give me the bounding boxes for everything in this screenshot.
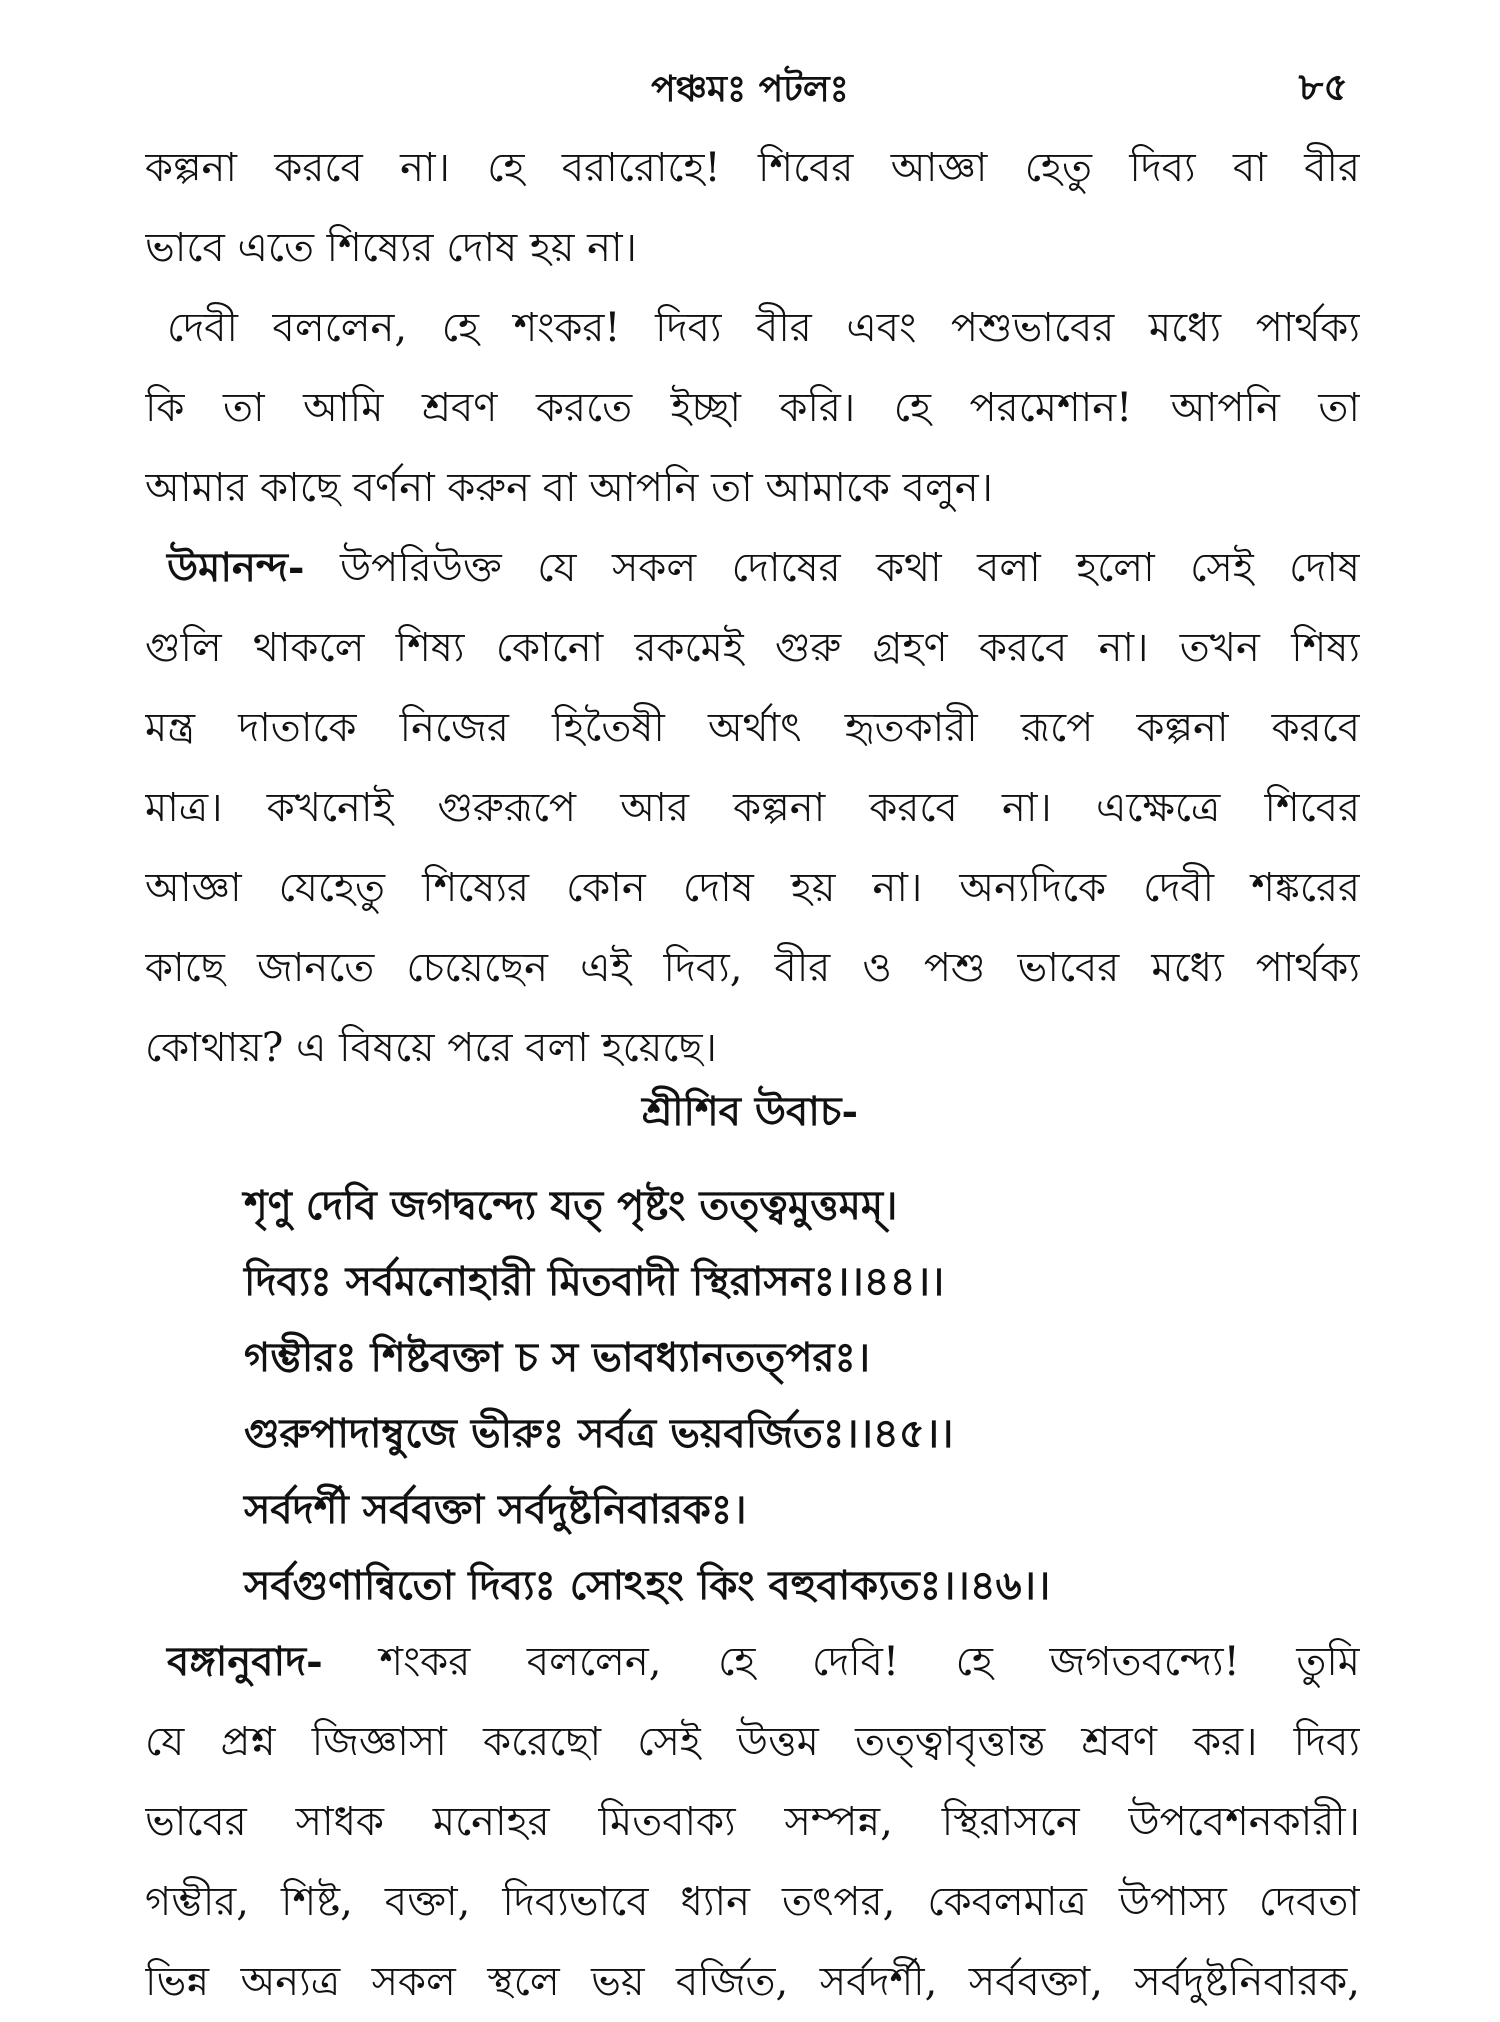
commentary-first-line [145,528,1360,608]
text-line: ভাবের সাধক মনোহর মিতবাক্য সম্পন্ন, স্থিরাসনে উপবেশনকারী। [145,1799,1360,1845]
text-line: ভাবে এতে শিষ্যের দোষ হয় না। [145,225,637,271]
verse-line: গম্ভীরঃ শিষ্টবক্তা চ স ভাবধ্যানতত্পরঃ। [244,1334,871,1381]
text-line: মন্ত্র দাতাকে নিজের হিতৈষী অর্থাৎ হৃতকারী রূপে কল্পনা করবে [145,705,1360,751]
verse-line: সর্বগুণান্বিতো দিব্যঃ সোঽহং কিং বহুবাক্যতঃ।।৪৬।। [244,1562,1051,1609]
text-line: কি তা আমি শ্রবণ করতে ইচ্ছা করি। হে পরমেশান! আপনি তা [145,385,1360,431]
translation-first-line [145,1622,1360,1702]
text-line: কোথায়? এ বিষয়ে পরে বলা হয়েছে। [145,1025,717,1071]
translation-label: বঙ্গানুবাদ- [167,1638,323,1685]
section-heading: শ্রীশিব উবাচ- [641,1088,859,1135]
text-line: কল্পনা করবে না। হে বরারোহে! শিবের আজ্ঞা হেতু দিব্য বা বীর [145,145,1360,191]
text-line: কাছে জানতে চেয়েছেন এই দিব্য, বীর ও পশু ভাবের মধ্যে পার্থক্য [145,945,1360,991]
verse-line: গুরুপাদাম্বুজে ভীরুঃ সর্বত্র ভয়বর্জিতঃ।।৪৫।। [244,1410,954,1457]
translation-first-text: শংকর বললেন, হে দেবি! হে জগতবন্দ্যে! তুমি [322,1639,1360,1685]
text-line: যে প্রশ্ন জিজ্ঞাসা করেছো সেই উত্তম তত্ত্বাবৃত্তান্ত শ্রবণ কর। দিব্য [145,1719,1360,1765]
text-line: আজ্ঞা যেহেতু শিষ্যের কোন দোষ হয় না। অন্যদিকে দেবী শঙ্করের [145,865,1360,911]
page-header [140,58,1360,118]
verse-block [244,1168,1344,1624]
commentary-label: উমানন্দ- [167,544,305,591]
text-line: মাত্র। কখনোই গুরুরূপে আর কল্পনা করবে না। এক্ষেত্রে শিবের [145,785,1360,831]
body-text [145,128,1360,1088]
commentary-first-text: উপরিউক্ত যে সকল দোষের কথা বলা হলো সেই দোষ [304,545,1360,591]
text-line: দেবী বললেন, হে শংকর! দিব্য বীর এবং পশুভাবের মধ্যে পার্থক্য [167,305,1360,351]
text-line: আমার কাছে বর্ণনা করুন বা আপনি তা আমাকে বলুন। [145,465,993,511]
text-line: গম্ভীর, শিষ্ট, বক্তা, দিব্যভাবে ধ্যান তৎপর, কেবলমাত্র উপাস্য দেবতা [145,1879,1360,1925]
page-number: ৮৫ [1298,64,1348,109]
text-line: ভিন্ন অন্যত্র সকল স্থলে ভয় বর্জিত, সর্বদর্শী, সর্ববক্তা, সর্বদুষ্টনিবারক, [145,1959,1360,2005]
translation [145,1622,1360,2022]
verse-line: সর্বদর্শী সর্ববক্তা সর্বদুষ্টনিবারকঃ। [244,1486,747,1533]
verse-line: শৃণু দেবি জগদ্বন্দ্যে যত্ পৃষ্টং তত্ত্বমুত্তমম্। [244,1182,898,1229]
running-title: পঞ্চমঃ পটলঃ [651,68,849,110]
verse-line: দিব্যঃ সর্বমনোহারী মিতবাদী স্থিরাসনঃ।।৪৪।। [244,1258,945,1305]
text-line: গুলি থাকলে শিষ্য কোনো রকমেই গুরু গ্রহণ করবে না। তখন শিষ্য [145,625,1360,671]
